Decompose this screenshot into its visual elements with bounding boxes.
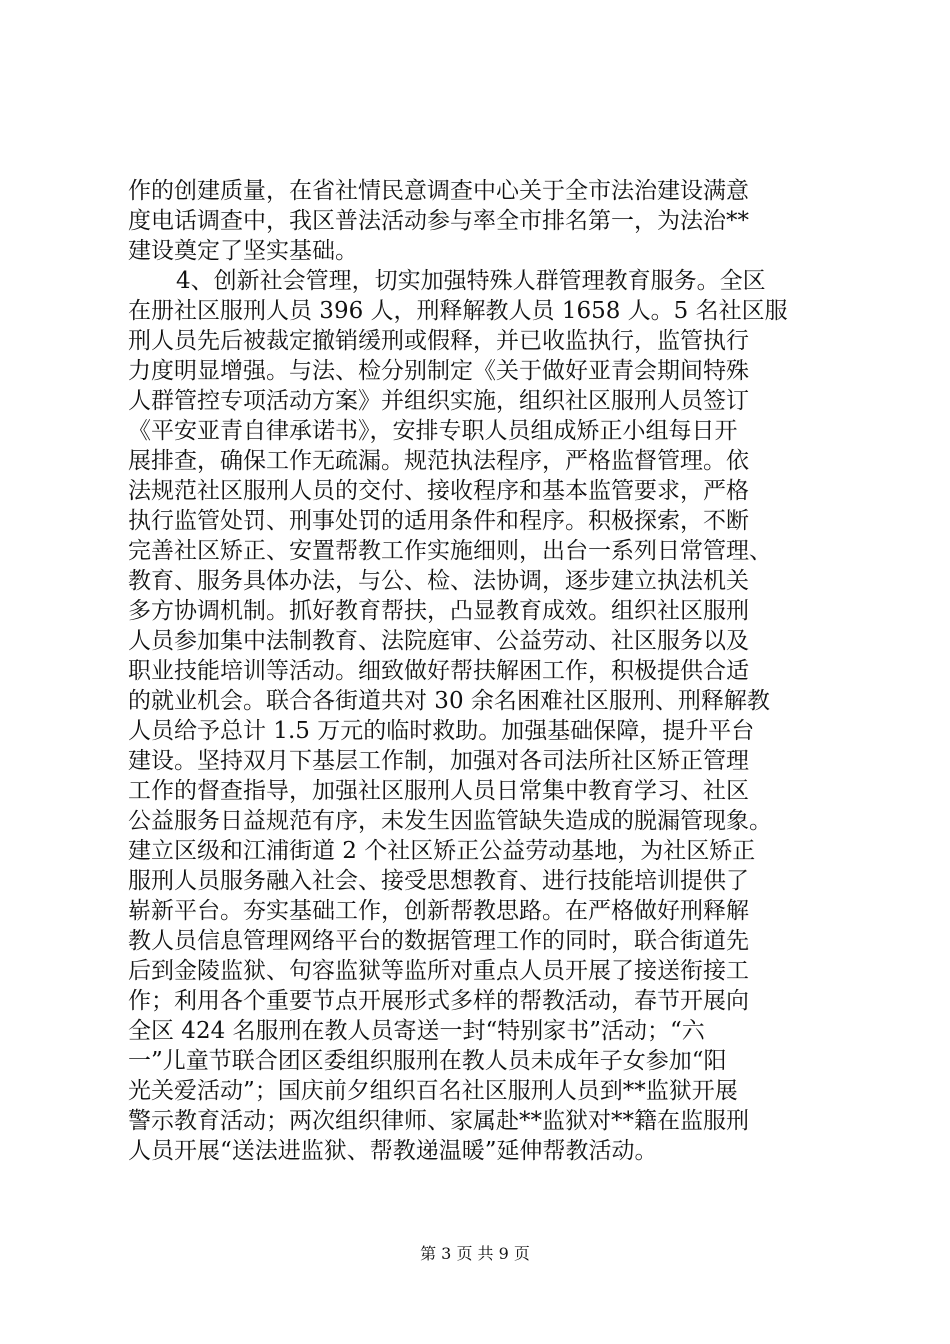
text-line: 在册社区服刑人员 396 人，刑释解教人员 1658 人。5 名社区服	[128, 298, 788, 324]
text-line: 作；利用各个重要节点开展形式多样的帮教活动，春节开展向	[128, 988, 749, 1014]
text-line: 服刑人员服务融入社会、接受思想教育、进行技能培训提供了	[128, 868, 749, 894]
text-line: 后到金陵监狱、句容监狱等监所对重点人员开展了接送衔接工	[128, 958, 749, 984]
text-line: 教育、服务具体办法，与公、检、法协调，逐步建立执法机关	[128, 568, 749, 594]
text-line: 执行监管处罚、刑事处罚的适用条件和程序。积极探索，不断	[128, 508, 749, 534]
text-line: 多方协调机制。抓好教育帮扶，凸显教育成效。组织社区服刑	[128, 598, 749, 624]
text-line: 一”儿童节联合团区委组织服刑在教人员未成年子女参加“阳	[128, 1048, 727, 1074]
page-footer: 第 3 页 共 9 页	[420, 1244, 530, 1263]
text-line: 教人员信息管理网络平台的数据管理工作的同时，联合街道先	[128, 928, 749, 954]
text-line: 建设奠定了坚实基础。	[128, 238, 358, 264]
text-line: 建立区级和江浦街道 2 个社区矫正公益劳动基地，为社区矫正	[128, 838, 756, 864]
text-line: 人员开展“送法进监狱、帮教递温暖”延伸帮教活动。	[128, 1138, 658, 1164]
text-line: 刑人员先后被裁定撤销缓刑或假释，并已收监执行，监管执行	[128, 328, 749, 354]
text-line: 公益服务日益规范有序，未发生因监管缺失造成的脱漏管现象。	[128, 808, 772, 834]
text-line: 人员给予总计 1.5 万元的临时救助。加强基础保障，提升平台	[128, 718, 755, 744]
text-line: 职业技能培训等活动。细致做好帮扶解困工作，积极提供合适	[128, 658, 749, 684]
text-line: 4、创新社会管理，切实加强特殊人群管理教育服务。全区	[176, 268, 766, 294]
text-line: 全区 424 名服刑在教人员寄送一封“特别家书”活动；“六	[128, 1018, 705, 1044]
text-line: 的就业机会。联合各街道共对 30 余名困难社区服刑、刑释解教	[128, 688, 770, 714]
text-line: 展排查，确保工作无疏漏。规范执法程序，严格监督管理。依	[128, 448, 749, 474]
text-line: 人群管控专项活动方案》并组织实施，组织社区服刑人员签订	[128, 388, 749, 414]
text-line: 工作的督查指导，加强社区服刑人员日常集中教育学习、社区	[128, 778, 749, 804]
text-line: 度电话调查中，我区普法活动参与率全市排名第一，为法治**	[128, 208, 749, 234]
text-line: 完善社区矫正、安置帮教工作实施细则，出台一系列日常管理、	[128, 538, 772, 564]
text-line: 作的创建质量，在省社情民意调查中心关于全市法治建设满意	[128, 178, 749, 204]
text-line: 《平安亚青自律承诺书》，安排专职人员组成矫正小组每日开	[128, 418, 738, 444]
text-line: 光关爱活动”；国庆前夕组织百名社区服刑人员到**监狱开展	[128, 1078, 738, 1104]
text-line: 力度明显增强。与法、检分别制定《关于做好亚青会期间特殊	[128, 358, 749, 384]
text-line: 警示教育活动；两次组织律师、家属赴**监狱对**籍在监服刑	[128, 1108, 749, 1134]
text-line: 崭新平台。夯实基础工作，创新帮教思路。在严格做好刑释解	[128, 898, 749, 924]
text-line: 法规范社区服刑人员的交付、接收程序和基本监管要求，严格	[128, 478, 749, 504]
text-line: 人员参加集中法制教育、法院庭审、公益劳动、社区服务以及	[128, 628, 749, 654]
body-text	[128, 176, 834, 1166]
text-line: 建设。坚持双月下基层工作制，加强对各司法所社区矫正管理	[128, 748, 749, 774]
